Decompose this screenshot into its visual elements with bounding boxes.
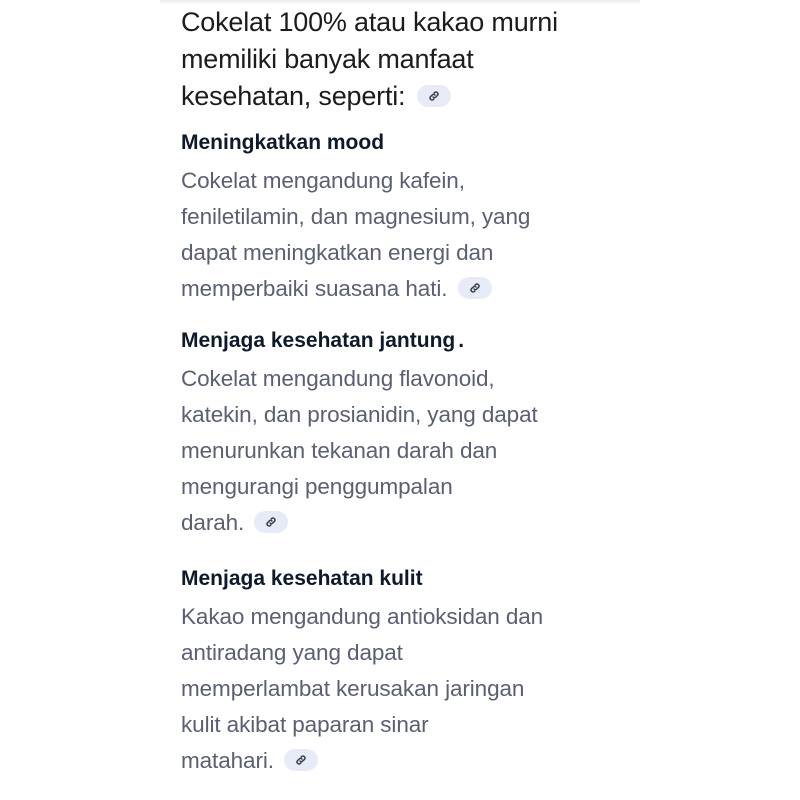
link-icon — [265, 516, 277, 528]
body-line: memperbaiki suasana hati. — [181, 276, 448, 301]
section-skin — [181, 565, 621, 779]
intro-line-2: memiliki banyak manfaat — [181, 44, 474, 74]
source-link-chip[interactable] — [254, 511, 288, 533]
section-body — [181, 599, 621, 779]
intro-line-3: kesehatan, seperti: — [181, 81, 406, 111]
section-heart — [181, 327, 621, 541]
body-line: antiradang yang dapat — [181, 640, 403, 665]
source-link-chip[interactable] — [284, 749, 318, 771]
section-heading: Menjaga kesehatan kulit — [181, 567, 423, 590]
source-link-chip[interactable] — [458, 277, 492, 299]
body-line: darah. — [181, 510, 245, 535]
body-line: mengurangi penggumpalan — [181, 474, 453, 499]
body-line: Cokelat mengandung flavonoid, — [181, 366, 495, 391]
section-heading — [181, 327, 621, 355]
link-icon — [295, 754, 307, 766]
answer-content — [181, 0, 621, 779]
body-line: memperlambat kerusakan jaringan — [181, 676, 525, 701]
body-line: dapat meningkatkan energi dan — [181, 240, 494, 265]
link-icon — [469, 282, 481, 294]
body-line: kulit akibat paparan sinar — [181, 712, 429, 737]
section-heading: Meningkatkan mood — [181, 131, 385, 154]
intro-paragraph — [181, 0, 621, 115]
section-mood — [181, 129, 621, 307]
intro-line-1: Cokelat 100% atau kakao murni — [181, 7, 558, 37]
body-line: Cokelat mengandung kafein, — [181, 168, 465, 193]
body-line: feniletilamin, dan magnesium, yang — [181, 204, 531, 229]
heading-text: Menjaga kesehatan jantung — [181, 329, 456, 352]
body-line: matahari. — [181, 748, 274, 773]
section-body — [181, 361, 621, 541]
source-link-chip[interactable] — [417, 85, 451, 107]
body-line: katekin, dan prosianidin, yang dapat — [181, 402, 538, 427]
section-body — [181, 163, 621, 307]
link-icon — [428, 90, 440, 102]
heading-suffix: . — [458, 329, 465, 352]
body-line: Kakao mengandung antioksidan dan — [181, 604, 544, 629]
body-line: menurunkan tekanan darah dan — [181, 438, 498, 463]
